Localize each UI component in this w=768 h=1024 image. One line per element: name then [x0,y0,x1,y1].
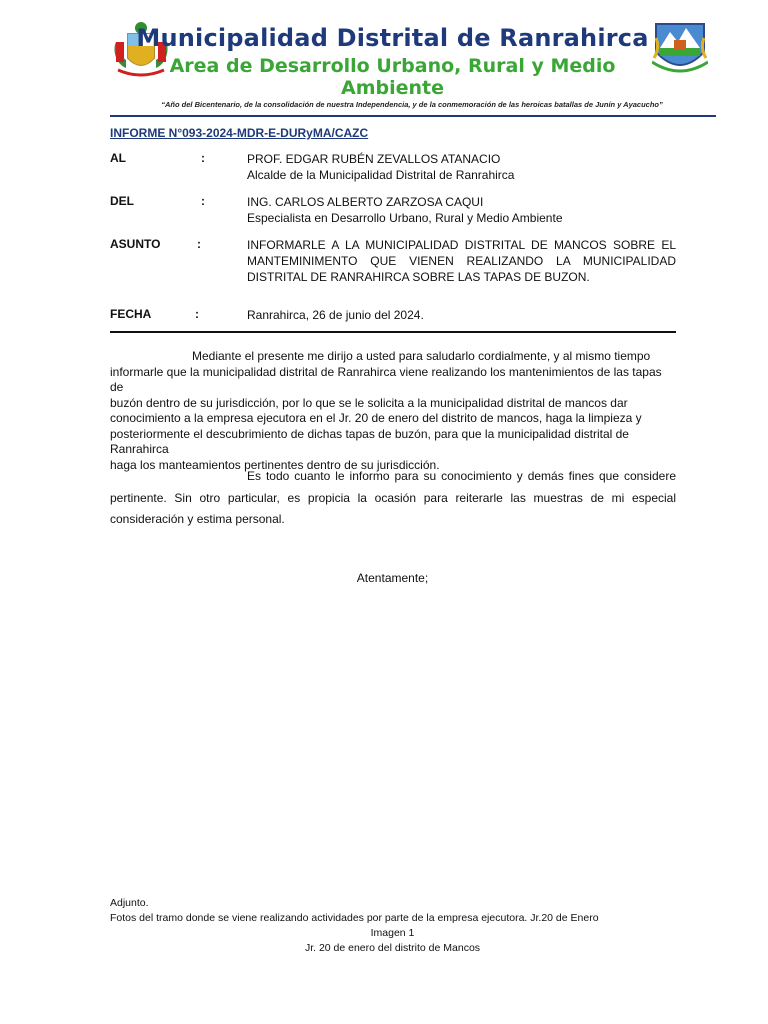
body-paragraph-2: Es todo cuanto le informo para su conocimiento y demás fines que considere pertinente. Sin otro particular, es propicia la ocasión para reiterarle las muestras de mi especial consideración y estima personal. [110,469,676,526]
al-label: AL [110,151,126,165]
asunto-colon: : [197,237,201,251]
del-name: ING. CARLOS ALBERTO ZARZOSA CAQUI [247,195,484,209]
paragraph-line: posteriormente el descubrimiento de dichas tapas de buzón, para que la municipalidad distrital de Ranrahirca [110,426,629,456]
al-colon: : [201,151,205,165]
closing-salutation: Atentamente; [356,571,429,585]
fecha-text: Ranrahirca, 26 de junio del 2024. [247,308,424,322]
al-position: Alcalde de la Municipalidad Distrital de Ranrahirca [247,168,515,182]
del-label: DEL [110,194,134,208]
al-name: PROF. EDGAR RUBÉN ZEVALLOS ATANACIO [247,152,501,166]
attachment-description: Fotos del tramo donde se viene realizando actividades por parte de la empresa ejecutora. Jr.20 de Enero [110,912,599,924]
municipality-title: Municipalidad Distrital de Ranrahirca [136,24,649,52]
asunto-text: INFORMARLE A LA MUNICIPALIDAD DISTRITAL DE MANCOS SOBRE EL MANTEMINIMENTO QUE VIENEN REALIZANDO LA MUNICIPALIDAD DISTRITAL DE RANRAHIRCA SOBRE LAS TAPAS DE BUZON. [247,238,676,284]
image-caption: Jr. 20 de enero del distrito de Mancos [304,942,481,954]
header-separator [110,331,676,333]
year-motto: “Año del Bicentenario, de la consolidación de nuestra Independencia, y de la conmemoración de las heroicas batallas de Junín y Ayacucho” [161,100,663,109]
report-reference: INFORME N°093-2024-MDR-E-DURyMA/CAZC [110,126,369,140]
del-position: Especialista en Desarrollo Urbano, Rural y Medio Ambiente [247,211,563,225]
image-label: Imagen 1 [370,927,415,939]
asunto-label: ASUNTO [110,237,161,251]
department-subtitle: Area de Desarrollo Urbano, Rural y Medio Ambiente [169,55,616,99]
paragraph-line: informarle que la municipalidad distrital de Ranrahirca viene realizando los mantenimientos de las tapas de [110,364,662,394]
body-paragraph-1 [110,349,676,473]
adjunto-label: Adjunto. [110,897,149,909]
paragraph-line: buzón dentro de su jurisdicción, por lo que se le solicita a la municipalidad distrital de mancos dar [110,395,628,410]
paragraph-line: conocimiento a la empresa ejecutora en el Jr. 20 de enero del distrito de mancos, haga la limpieza y [110,411,642,425]
del-colon: : [201,194,205,208]
paragraph-line: Mediante el presente me dirijo a usted para saludarlo cordialmente, y al mismo tiempo [192,349,651,363]
fecha-label: FECHA [110,307,152,321]
header-rule [110,115,716,117]
paragraph-line: haga los manteamientos pertinentes dentro de su jurisdicción. [110,457,440,472]
fecha-colon: : [195,307,199,321]
